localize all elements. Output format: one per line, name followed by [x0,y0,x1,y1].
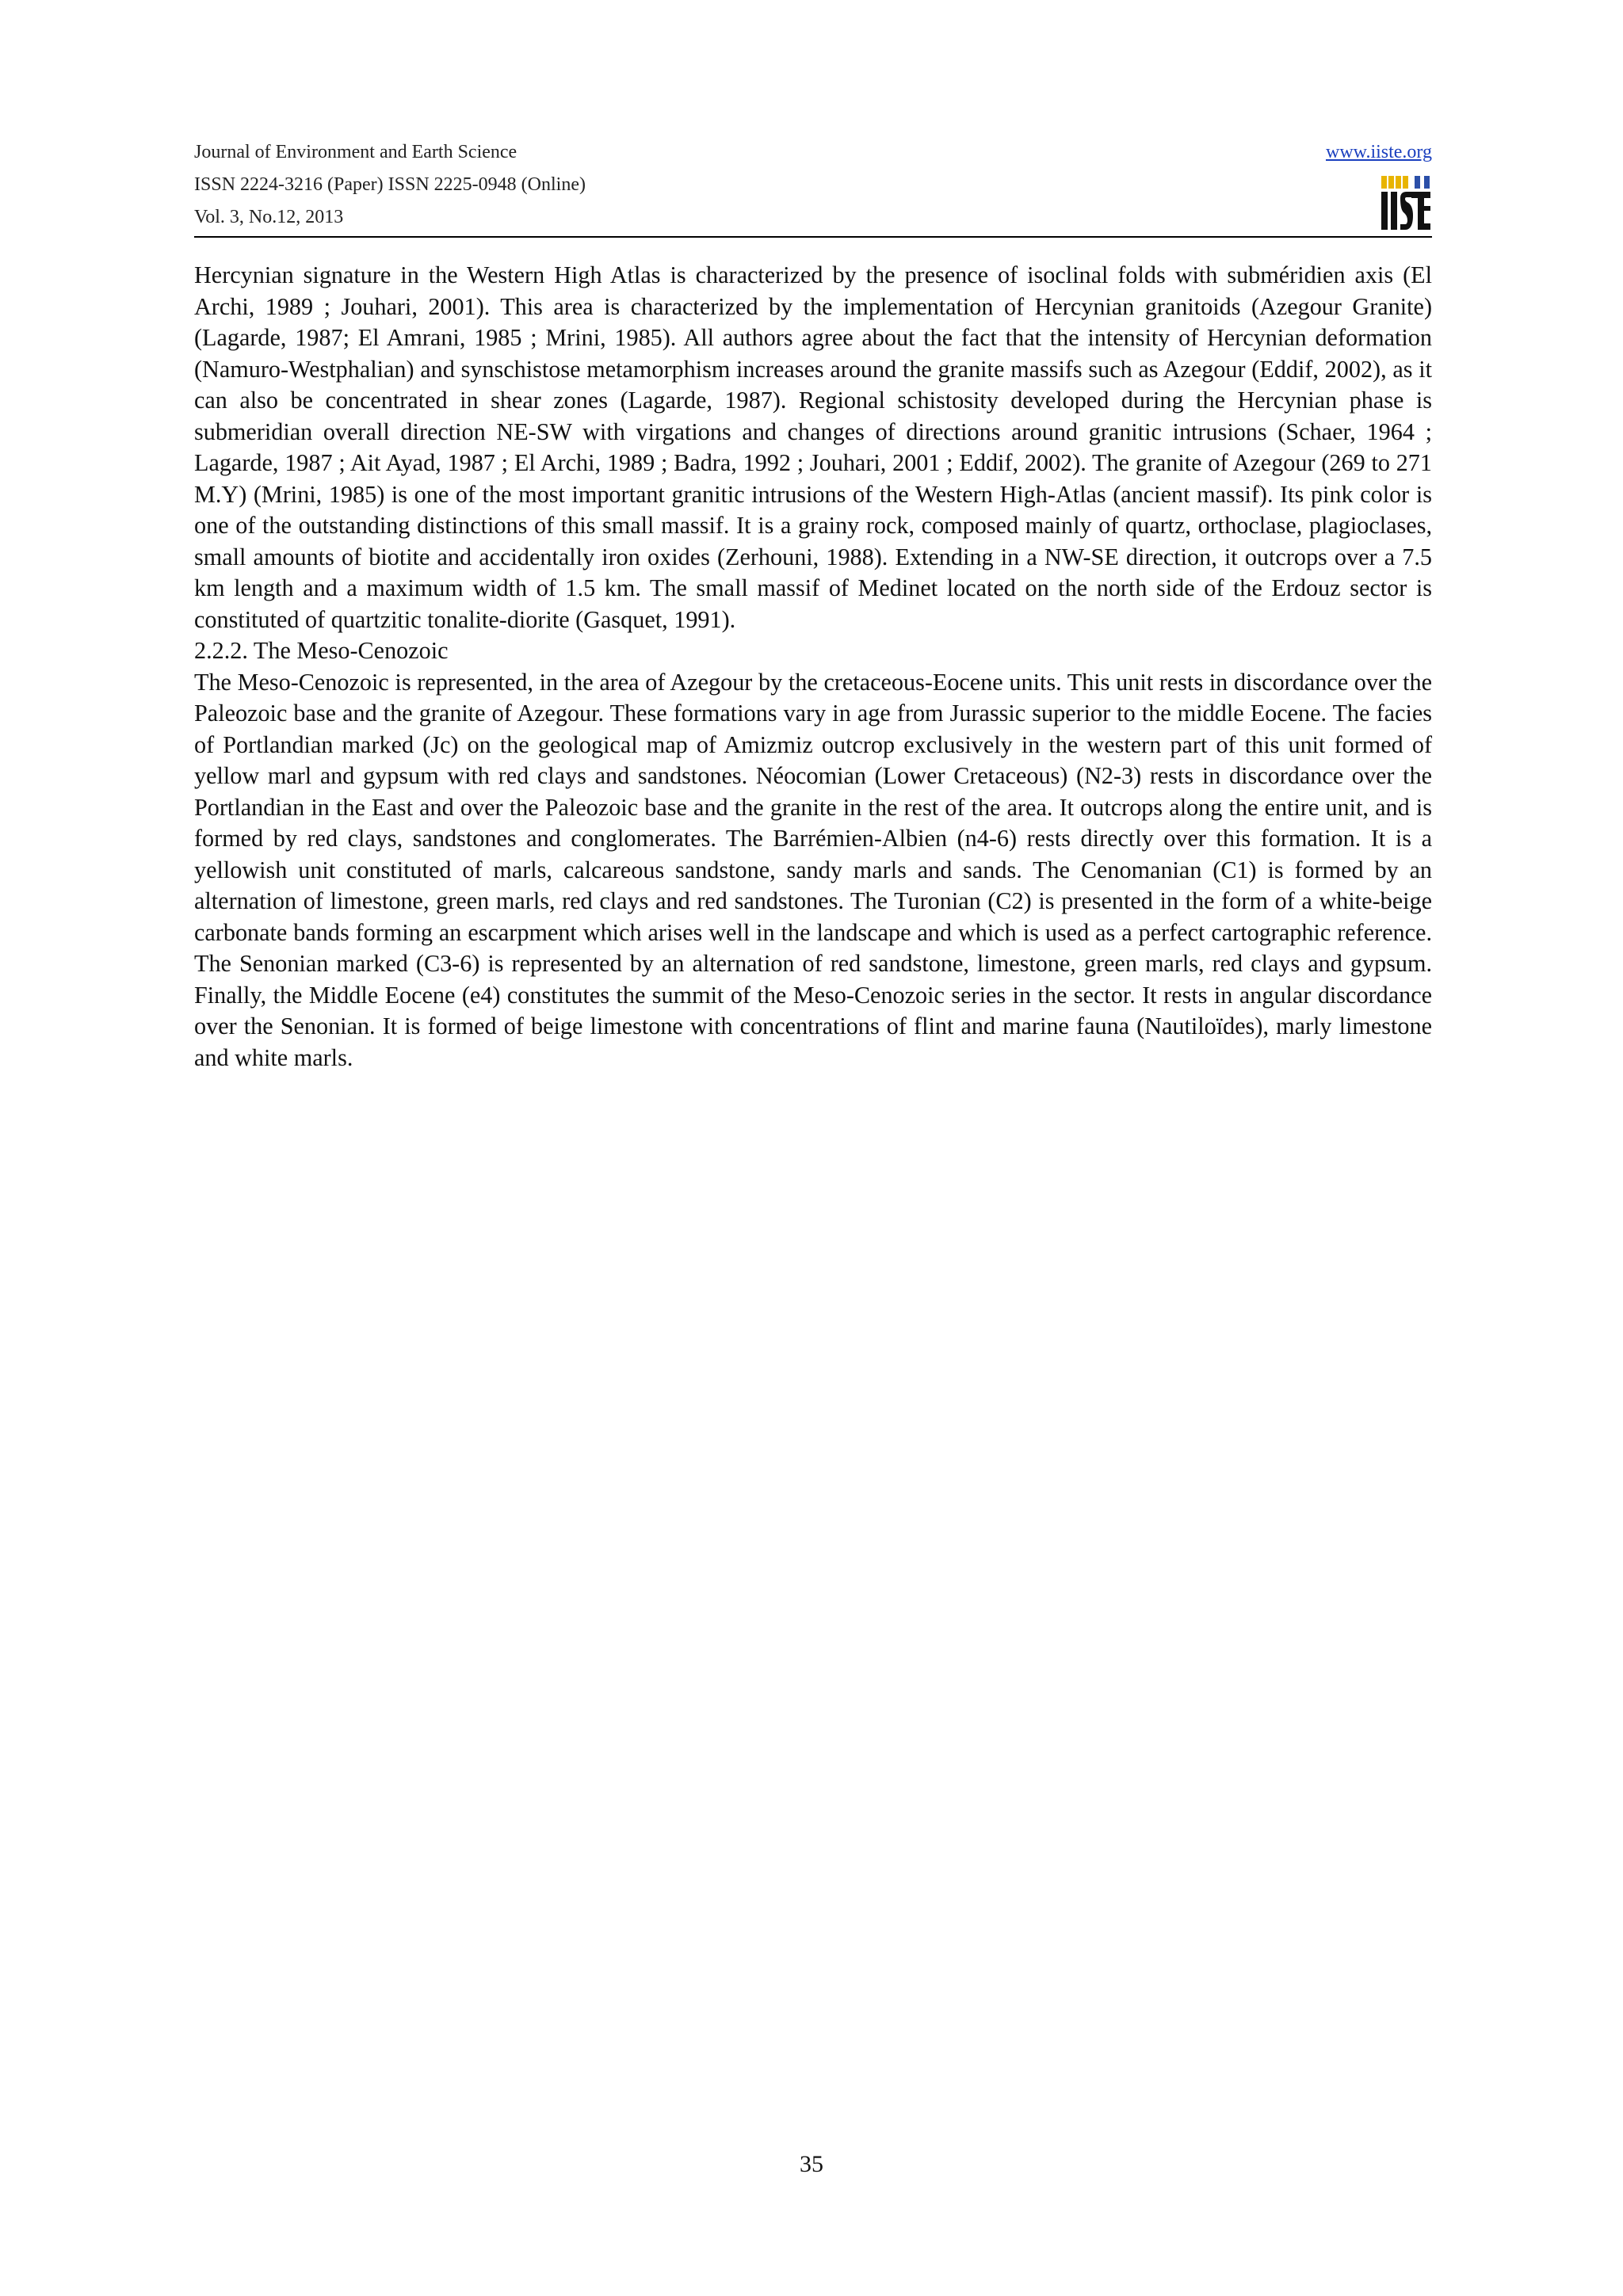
iiste-logo-icon [1380,174,1432,231]
article-body [194,260,1432,1074]
header-divider [194,236,1432,238]
issn-line: ISSN 2224-3216 (Paper) ISSN 2225-0948 (Online) [194,174,586,195]
paragraph-hercynian: Hercynian signature in the Western High Atlas is characterized by the presence of isoclinal folds with subméridien axis (El Archi, 1989 ; Jouhari, 2001). This area is characterized by the implementation of Hercynian granitoids (Azegour Granite) (Lagarde, 1987; El Amrani, 1985 ; Mrini, 1985). All authors agree about the fact that the intensity of Hercynian deformation (Namuro-Westphalian) and synschistose metamorphism increases around the granite massifs such as Azegour (Eddif, 2002), as it can also be concentrated in shear zones (Lagarde, 1987). Regional schistosity developed during the Hercynian phase is submeridian overall direction NE-SW with virgations and changes of directions around granitic intrusions (Schaer, 1964 ; Lagarde, 1987 ; Ait Ayad, 1987 ; El Archi, 1989 ; Badra, 1992 ; Jouhari, 2001 ; Eddif, 2002). The granite of Azegour (269 to 271 M.Y) (Mrini, 1985) is one of the most important granitic intrusions of the Western High-Atlas (ancient massif). Its pink color is one of the outstanding distinctions of this small massif. It is a grainy rock, composed mainly of quartz, orthoclase, plagioclases, small amounts of biotite and accidentally iron oxides (Zerhouni, 1988). Extending in a NW-SE direction, it outcrops over a 7.5 km length and a maximum width of 1.5 km. The small massif of Medinet located on the north side of the Erdouz sector is constituted of quartzitic tonalite-diorite (Gasquet, 1991). [194,261,1432,633]
page-number: 35 [800,2151,823,2177]
website-link[interactable]: www.iiste.org [1326,142,1432,162]
paragraph-meso-cenozoic: The Meso-Cenozoic is represented, in the area of Azegour by the cretaceous-Eocene units. This unit rests in discordance over the Paleozoic base and the granite of Azegour. These formations vary in age from Jurassic superior to the middle Eocene. The facies of Portlandian marked (Jc) on the geological map of Amizmiz outcrop exclusively in the western part of this unit formed of yellow marl and gypsum with red clays and sandstones. Néocomian (Lower Cretaceous) (N2-3) rests in discordance over the Portlandian in the East and over the Paleozoic base and the granite in the rest of the area. It outcrops along the entire unit, and is formed by red clays, sandstones and conglomerates. The Barrémien-Albien (n4-6) rests directly over this formation. It is a yellowish unit constituted of marls, calcareous sandstone, sandy marls and sands. The Cenomanian (C1) is formed by an alternation of limestone, green marls, red clays and red sandstones. The Turonian (C2) is presented in the form of a white-beige carbonate bands forming an escarpment which arises well in the landscape and which is used as a perfect cartographic reference. The Senonian marked (C3-6) is represented by an alternation of red sandstone, limestone, green marls, red clays and gypsum. Finally, the Middle Eocene (e4) constitutes the summit of the Meso-Cenozoic series in the sector. It rests in angular discordance over the Senonian. It is formed of beige limestone with concentrations of flint and marine fauna (Nautiloïdes), marly limestone and white marls. [194,668,1432,1071]
volume-line: Vol. 3, No.12, 2013 [194,207,344,227]
page-header [194,136,1432,238]
section-heading: 2.2.2. The Meso-Cenozoic [194,637,449,664]
journal-title: Journal of Environment and Earth Science [194,142,517,162]
